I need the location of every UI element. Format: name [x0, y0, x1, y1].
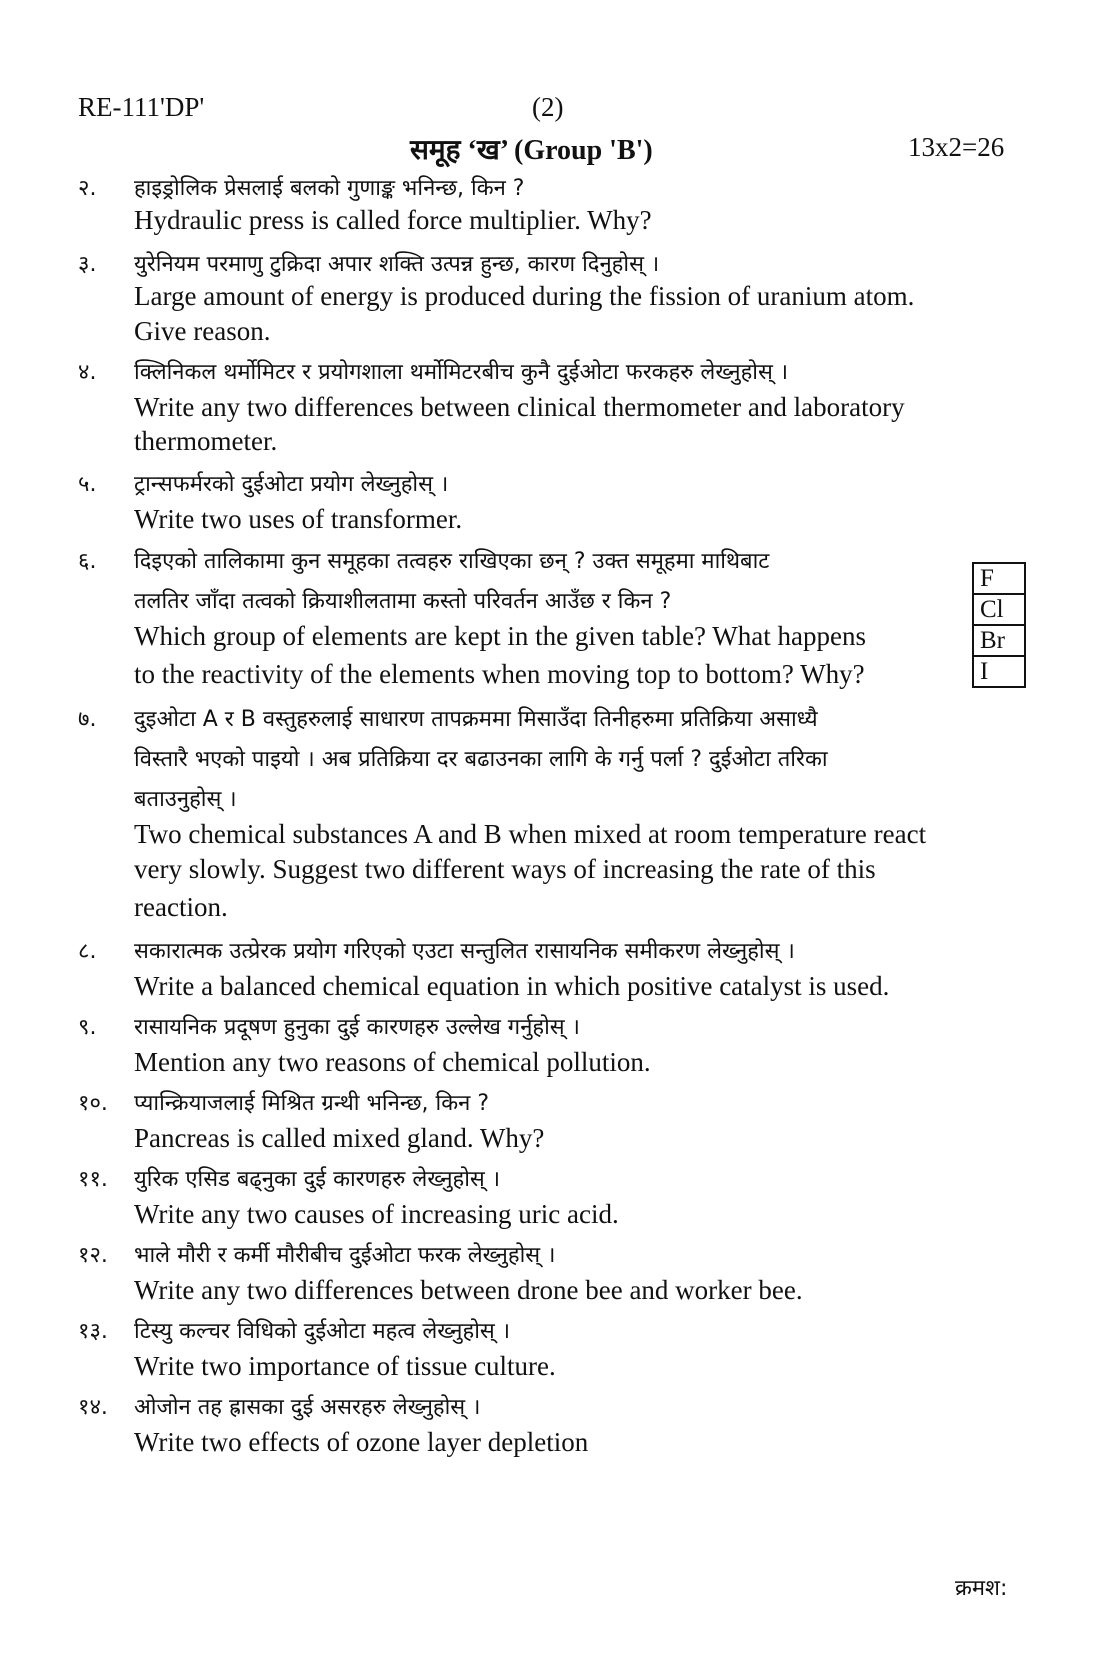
question-number: ११.	[78, 1167, 108, 1192]
question-text-nepali: सकारात्मक उत्प्रेरक प्रयोग गरिएको एउटा सन्तुलित रासायनिक समीकरण लेख्नुहोस् ।	[134, 939, 795, 964]
question-number: ३.	[78, 252, 97, 277]
question-text-english: Which group of elements are kept in the given table? What happens	[134, 621, 866, 651]
question-number: ७.	[78, 707, 97, 732]
question-text-english: Write any two causes of increasing uric acid.	[134, 1199, 619, 1229]
question-number: ८.	[78, 939, 97, 964]
question-text-english: very slowly. Suggest two different ways of increasing the rate of this	[134, 854, 876, 884]
question-text-english: Write two importance of tissue culture.	[134, 1351, 556, 1381]
question-text-english: reaction.	[134, 892, 228, 922]
question-text-nepali: प्यान्क्रियाजलाई मिश्रित ग्रन्थी भनिन्छ, किन ?	[134, 1091, 490, 1116]
question-number: १०.	[78, 1091, 108, 1116]
question-text-nepali: बताउनुहोस् ।	[134, 787, 237, 812]
question-number: २.	[78, 176, 97, 201]
question-text-english: thermometer.	[134, 426, 278, 456]
marks-allocation: 13x2=26	[908, 132, 1005, 162]
question-text-nepali: युरेनियम परमाणु टुक्रिदा अपार शक्ति उत्पन्न हुन्छ, कारण दिनुहोस् ।	[134, 252, 660, 277]
element-cell: F	[973, 563, 1025, 594]
question-text-nepali: हाइड्रोलिक प्रेसलाई बलको गुणाङ्क भनिन्छ, किन ?	[134, 176, 525, 201]
question-number: ४.	[78, 360, 97, 385]
question-text-nepali: रासायनिक प्रदूषण हुनुका दुई कारणहरु उल्लेख गर्नुहोस् ।	[134, 1015, 580, 1040]
question-number: ५.	[78, 472, 97, 497]
question-text-nepali: तलतिर जाँदा तत्वको क्रियाशीलतामा कस्तो परिवर्तन आउँछ र किन ?	[134, 589, 672, 614]
question-text-english: Write two effects of ozone layer depletion	[134, 1427, 589, 1457]
question-text-nepali: ट्रान्सफर्मरको दुईओटा प्रयोग लेख्नुहोस् ।	[134, 472, 449, 497]
question-text-english: Give reason.	[134, 316, 271, 346]
question-text-nepali: दिइएको तालिकामा कुन समूहका तत्वहरु राखिएका छन् ? उक्त समूहमा माथिबाट	[134, 549, 770, 574]
question-number: १२.	[78, 1243, 108, 1268]
group-heading: समूह ‘ख’ (Group 'B')	[410, 135, 653, 166]
question-number: १४.	[78, 1395, 108, 1420]
page-number: (2)	[532, 92, 564, 122]
question-text-english: Pancreas is called mixed gland. Why?	[134, 1123, 545, 1153]
question-text-english: Hydraulic press is called force multiplier. Why?	[134, 205, 652, 235]
question-number: १३.	[78, 1319, 108, 1344]
question-number: ९.	[78, 1015, 97, 1040]
question-text-english: Write a balanced chemical equation in which positive catalyst is used.	[134, 971, 890, 1001]
continued-footer: क्रमश:	[955, 1576, 1008, 1601]
question-text-nepali: टिस्यु कल्चर विधिको दुईओटा महत्व लेख्नुहोस् ।	[134, 1319, 511, 1344]
element-cell: Br	[973, 625, 1025, 656]
question-text-english: to the reactivity of the elements when moving top to bottom? Why?	[134, 659, 865, 689]
element-cell: I	[973, 656, 1025, 687]
question-text-nepali: युरिक एसिड बढ्नुका दुई कारणहरु लेख्नुहोस् ।	[134, 1167, 501, 1192]
question-text-english: Mention any two reasons of chemical pollution.	[134, 1047, 651, 1077]
question-text-nepali: क्लिनिकल थर्मोमिटर र प्रयोगशाला थर्मोमिटरबीच कुनै दुईओटा फरकहरु लेख्नुहोस् ।	[134, 360, 789, 385]
element-cell: Cl	[973, 594, 1025, 625]
paper-code: RE-111'DP'	[78, 92, 205, 122]
question-number: ६.	[78, 549, 97, 574]
question-text-english: Two chemical substances A and B when mixed at room temperature react	[134, 819, 927, 849]
question-text-english: Write two uses of transformer.	[134, 504, 463, 534]
question-text-english: Write any two differences between drone bee and worker bee.	[134, 1275, 803, 1305]
halogen-table	[972, 562, 1026, 688]
question-text-nepali: ओजोन तह ह्रासका दुई असरहरु लेख्नुहोस् ।	[134, 1395, 481, 1420]
question-text-nepali: विस्तारै भएको पाइयो । अब प्रतिक्रिया दर बढाउनका लागि के गर्नु पर्ला ? दुईओटा तरिका	[134, 747, 828, 772]
question-text-english: Large amount of energy is produced during the fission of uranium atom.	[134, 281, 915, 311]
question-text-english: Write any two differences between clinical thermometer and laboratory	[134, 392, 905, 422]
question-text-nepali: दुइओटा A र B वस्तुहरुलाई साधारण तापक्रममा मिसाउँदा तिनीहरुमा प्रतिक्रिया असाध्यै	[134, 707, 818, 732]
question-text-nepali: भाले मौरी र कर्मी मौरीबीच दुईओटा फरक लेख्नुहोस् ।	[134, 1243, 556, 1268]
